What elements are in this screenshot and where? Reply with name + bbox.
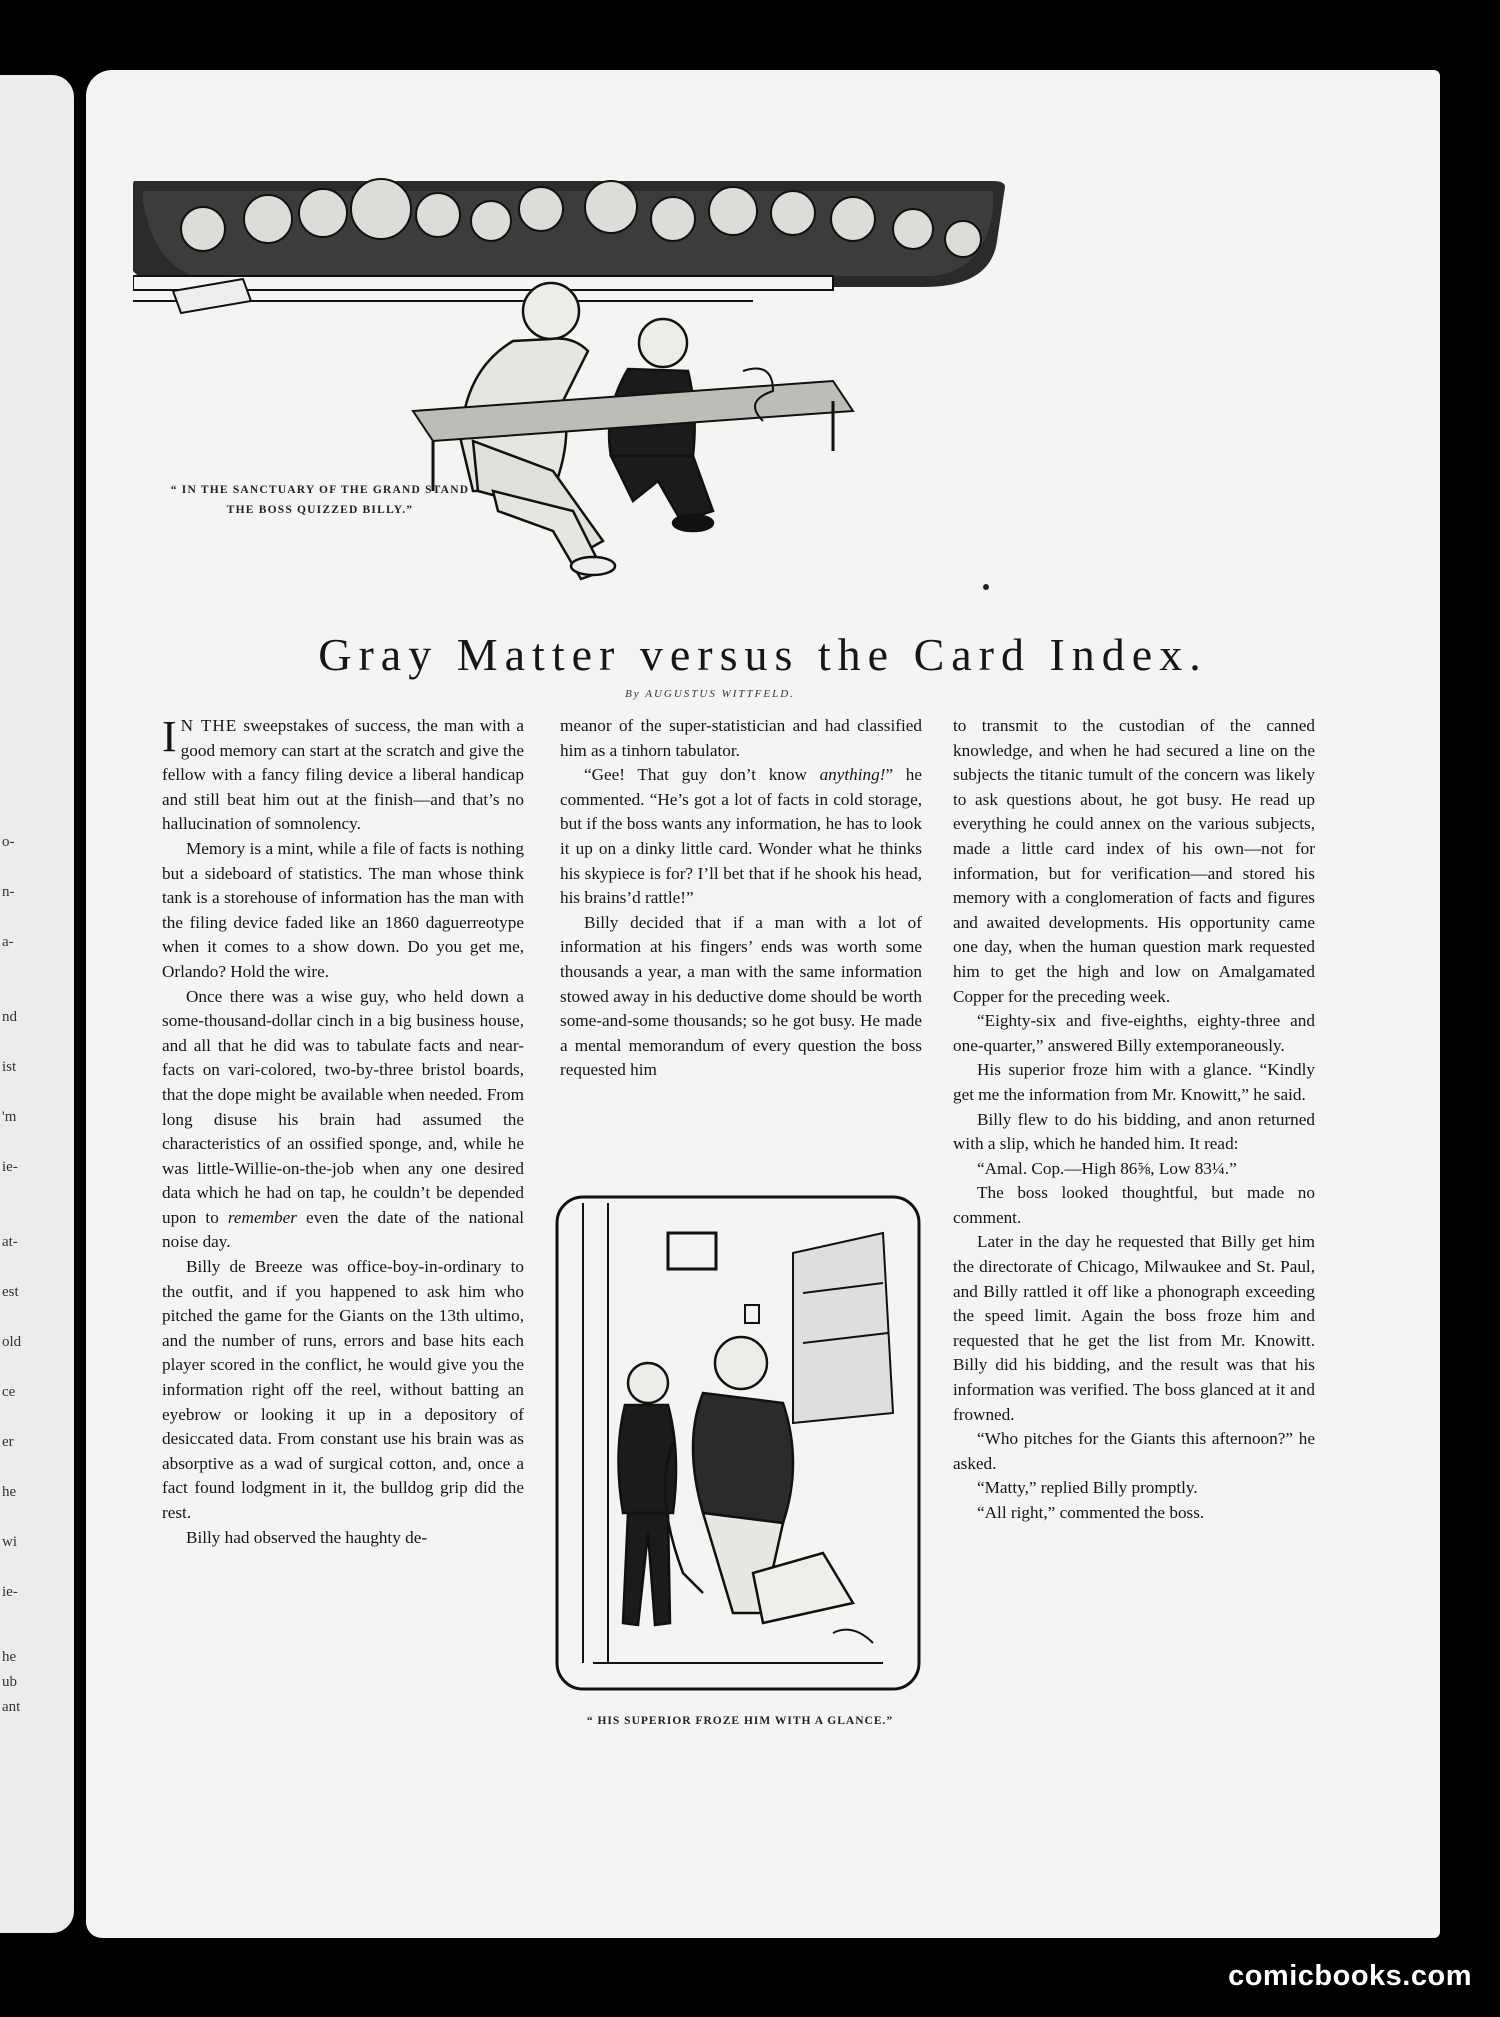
previous-page-text-fragment: o- xyxy=(2,834,15,850)
previous-page-text-fragment: ce xyxy=(2,1384,16,1400)
previous-page-text-fragment: ist xyxy=(2,1059,17,1075)
site-watermark: comicbooks.com xyxy=(1228,1960,1472,1992)
previous-page-text-fragment: 'm xyxy=(2,1109,17,1125)
previous-page-text-fragment: ant xyxy=(2,1699,21,1715)
previous-page-text-fragment: ub xyxy=(2,1674,17,1690)
paragraph: “Amal. Cop.—High 86⅝, Low 83¼.” xyxy=(977,1158,1237,1178)
paragraph: Billy flew to do his bidding, and anon returned with a slip, which he handed him. It read: xyxy=(953,1109,1315,1154)
previous-page-text-fragment: he xyxy=(2,1649,17,1665)
header-illustration xyxy=(133,111,1009,611)
previous-page-text-fragment: ie- xyxy=(2,1159,18,1175)
column-3 xyxy=(953,714,1315,1526)
previous-page-text-fragment: est xyxy=(2,1284,19,1300)
article-title: Gray Matter versus the Card Index. xyxy=(318,629,1208,680)
previous-page-text-fragment: a- xyxy=(2,934,14,950)
illustration-caption: “ HIS SUPERIOR FROZE HIM WITH A GLANCE.” xyxy=(586,1715,894,1727)
previous-page-text-fragment: nd xyxy=(2,1009,17,1025)
previous-page-text-fragment: ie- xyxy=(2,1584,18,1600)
paragraph: The boss looked thoughtful, but made no comment. xyxy=(953,1183,1315,1227)
previous-page-text-fragment: n- xyxy=(2,884,15,900)
paragraph: meanor of the super-statistician and had classified him as a tinhorn tabulator. xyxy=(560,716,922,760)
paragraph: Billy de Breeze was office-boy-in-ordinary to the outfit, and if you happened to ask him who pitched the game for the Giants on the 13th ultimo, and the number of runs, errors and base hits each player scored in the conflict, he would give you the information right off the reel, without batting an eyebrow or looking it up in a depository of desiccated data. From constant use his brain was as absorptive as a wad of surgical cotton, and, once a fact found lodgment in it, the bulldog grip did the rest. xyxy=(162,1257,524,1522)
paragraph: Billy decided that if a man with a lot of information at his fingers’ ends was worth some thousands a year, a man with the same information stowed away in his deductive dome should be worth some-and-some thousands; so he got busy. He made a mental memorandum of every question the boss requested him xyxy=(560,912,922,1080)
office-illustration xyxy=(553,1193,923,1693)
paragraph: “Matty,” replied Billy promptly. xyxy=(977,1478,1198,1498)
previous-page-text-fragment: er xyxy=(2,1434,14,1450)
paragraph: to transmit to the custodian of the canned knowledge, and when he had secured a line on the subjects the titanic tumult of the concern was likely to ask questions about, he got busy. He read up everything he could annex on the various subjects, made a little card index of his own—not for information, but for verification—and stored his memory with a conglomeration of facts and figures and awaited developments. His opportunity came one day, when the human question mark requested him to get the high and low on Amalgamated Copper for the preceding week. xyxy=(953,716,1315,1006)
paragraph: Memory is a mint, while a file of facts is nothing but a sideboard of statistics. The man whose think tank is a storehouse of information has the man with the filing device faded like an 1860 daguerreotype when it comes to a show down. Do you get me, Orlando? Hold the wire. xyxy=(162,838,524,981)
header-caption: “ IN THE SANCTUARY OF THE GRAND STAND THE BOSS QUIZZED BILLY.” xyxy=(170,484,470,516)
previous-page-text-fragment: at- xyxy=(2,1234,18,1250)
paragraph: “Eighty-six and five-eighths, eighty-three and one-quarter,” answered Billy extemporaneously. xyxy=(953,1011,1315,1055)
previous-page-text-fragment: old xyxy=(2,1334,22,1350)
drop-cap: I xyxy=(162,712,177,761)
ink-speck xyxy=(983,584,989,590)
paragraph: “All right,” commented the boss. xyxy=(977,1503,1205,1522)
column-1 xyxy=(162,714,524,1550)
paragraph: Billy had observed the haughty de- xyxy=(186,1527,428,1547)
paragraph: Once there was a wise guy, who held down a some-thousand-dollar cinch in a big business house, and all that he did was to tabulate facts and near-facts on vari-colored, two-by-three bristol boards, that the dope might be available when needed. From long disuse his brain had assumed the characteristics of an ossified sponge, and, while he was little-Willie-on-the-job when any one desired data which he had on tap, he couldn’t be depended upon to remember even the date of the national noise day. xyxy=(162,986,524,1252)
previous-page-text-fragment: he xyxy=(2,1484,17,1500)
paragraph: Later in the day he requested that Billy get him the directorate of Chicago, Milwaukee and St. Paul, and Billy rattled it off like a phonograph exceeding the speed limit. Again the boss froze him and requested that he get the list from Mr. Knowitt. Billy did his bidding, and the result was that his information was verified. The boss glanced at it and frowned. xyxy=(953,1232,1315,1424)
paragraph: “Who pitches for the Giants this afternoon?” he asked. xyxy=(953,1429,1315,1473)
paragraph: “Gee! That guy don’t know anything!” he commented. “He’s got a lot of facts in cold storage, but if the boss wants any information, he has to look it up on a dinky little card. Wonder what he thinks his skypiece is for? I’ll bet that if he shook his head, his brains’d rattle!” xyxy=(560,765,922,908)
column-2 xyxy=(560,714,922,1083)
previous-page-edge xyxy=(0,75,74,1933)
previous-page-text-fragment: wi xyxy=(2,1534,17,1550)
article-byline: By AUGUSTUS WITTFELD. xyxy=(625,688,795,700)
paragraph: I N THE sweepstakes of success, the man with a good memory can start at the scratch and give the fellow with a fancy filing device a liberal handicap and still beat him out at the finish—and that’s no hallucination of somnolency. xyxy=(162,712,525,834)
paragraph: His superior froze him with a glance. “Kindly get me the information from Mr. Knowitt,” he said. xyxy=(953,1060,1315,1104)
